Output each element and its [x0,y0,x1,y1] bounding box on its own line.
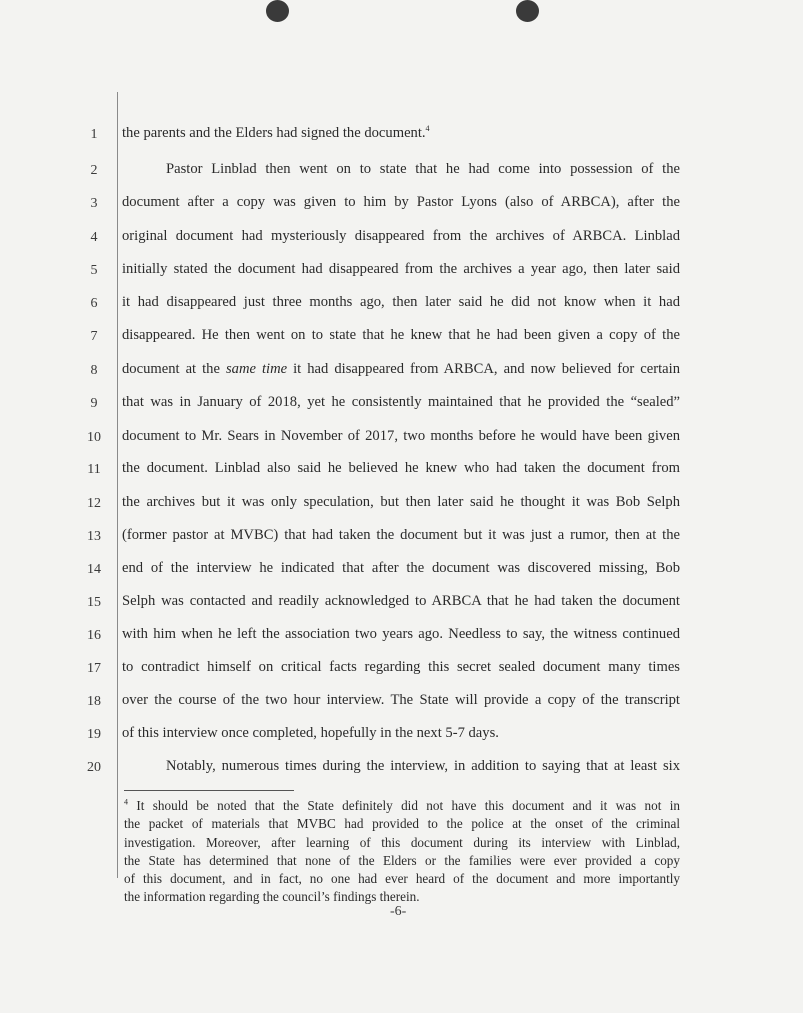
text-line: the document. Linblad also said he believed he knew who had taken the document from [122,460,680,476]
line-number: 12 [87,496,101,511]
line-number: 4 [90,230,98,245]
line-number: 18 [87,694,101,709]
line-number: 10 [87,430,101,445]
footnote-line: investigation. Moreover, after learning of this document during its interview with Linblad, [124,834,680,850]
text-line: it had disappeared just three months ago, then later said he did not know when it had [122,294,680,310]
text-line: that was in January of 2018, yet he consistently maintained that he provided the “sealed” [122,394,680,410]
line-number: 14 [87,562,101,577]
text-line: end of the interview he indicated that after the document was discovered missing, Bob [122,560,680,576]
line-number: 7 [90,329,98,344]
line-number: 3 [90,196,98,211]
line-text: the parents and the Elders had signed the document. [122,125,426,141]
line-number: 1 [90,127,98,142]
emphasis-text: same time [225,361,288,377]
text-line: (former pastor at MVBC) that had taken the document but it was just a rumor, then at the [122,527,680,543]
punch-hole-left [266,0,289,22]
footnote-text: It should be noted that the State definitely did not have this document and it was not in [136,798,681,813]
line-text: document at the [122,361,226,377]
line-number: 5 [90,263,98,278]
line-number: 16 [87,628,101,643]
line-number: 19 [87,727,101,742]
text-line: original document had mysteriously disappeared from the archives of ARBCA. Linblad [122,228,680,244]
text-line: the archives but it was only speculation, but then later said he thought it was Bob Selph [122,494,680,510]
text-line: Pastor Linblad then went on to state that he had come into possession of the [166,161,680,177]
text-line: initially stated the document had disappeared from the archives a year ago, then later said [122,261,680,277]
text-line: to contradict himself on critical facts regarding this secret sealed document many times [122,659,680,675]
footnote-line: the State has determined that none of the Elders or the families were ever provided a copy [124,852,680,868]
line-number: 2 [90,163,98,178]
footnote [124,797,680,907]
footnote-separator [124,790,294,791]
footnote-line: of this document, and in fact, no one had ever heard of the document and more importantly [124,871,680,887]
text-line: with him when he left the association two years ago. Needless to say, the witness continued [122,626,680,642]
line-number: 9 [90,396,98,411]
footnote-line [124,797,680,815]
page-number: -6- [390,904,407,919]
line-number: 20 [87,760,101,775]
footnote-reference: 4 [425,124,430,134]
text-line [122,361,680,378]
text-line: Selph was contacted and readily acknowledged to ARBCA that he had taken the document [122,593,680,609]
text-line [122,125,680,142]
line-number: 13 [87,529,101,544]
line-text: it had disappeared from ARBCA, and now believed for certain [287,361,680,377]
footnote-marker: 4 [124,797,128,807]
line-number: 6 [90,296,98,311]
footnote-line: the packet of materials that MVBC had provided to the police at the onset of the criminal [124,816,680,832]
pleading-margin-rule [117,92,118,878]
text-line: Notably, numerous times during the interview, in addition to saying that at least six [166,758,680,774]
footnote-line: the information regarding the council’s findings therein. [124,889,420,905]
text-line: of this interview once completed, hopefully in the next 5-7 days. [122,725,499,741]
text-line: over the course of the two hour interview. The State will provide a copy of the transcript [122,692,680,708]
punch-hole-right [516,0,539,22]
text-line: disappeared. He then went on to state that he knew that he had been given a copy of the [122,327,680,343]
line-number: 8 [90,363,98,378]
line-number: 17 [87,661,101,676]
text-line: document after a copy was given to him by Pastor Lyons (also of ARBCA), after the [122,194,680,210]
text-line: document to Mr. Sears in November of 2017, two months before he would have been given [122,428,680,444]
line-number: 15 [87,595,101,610]
line-number: 11 [87,462,101,477]
